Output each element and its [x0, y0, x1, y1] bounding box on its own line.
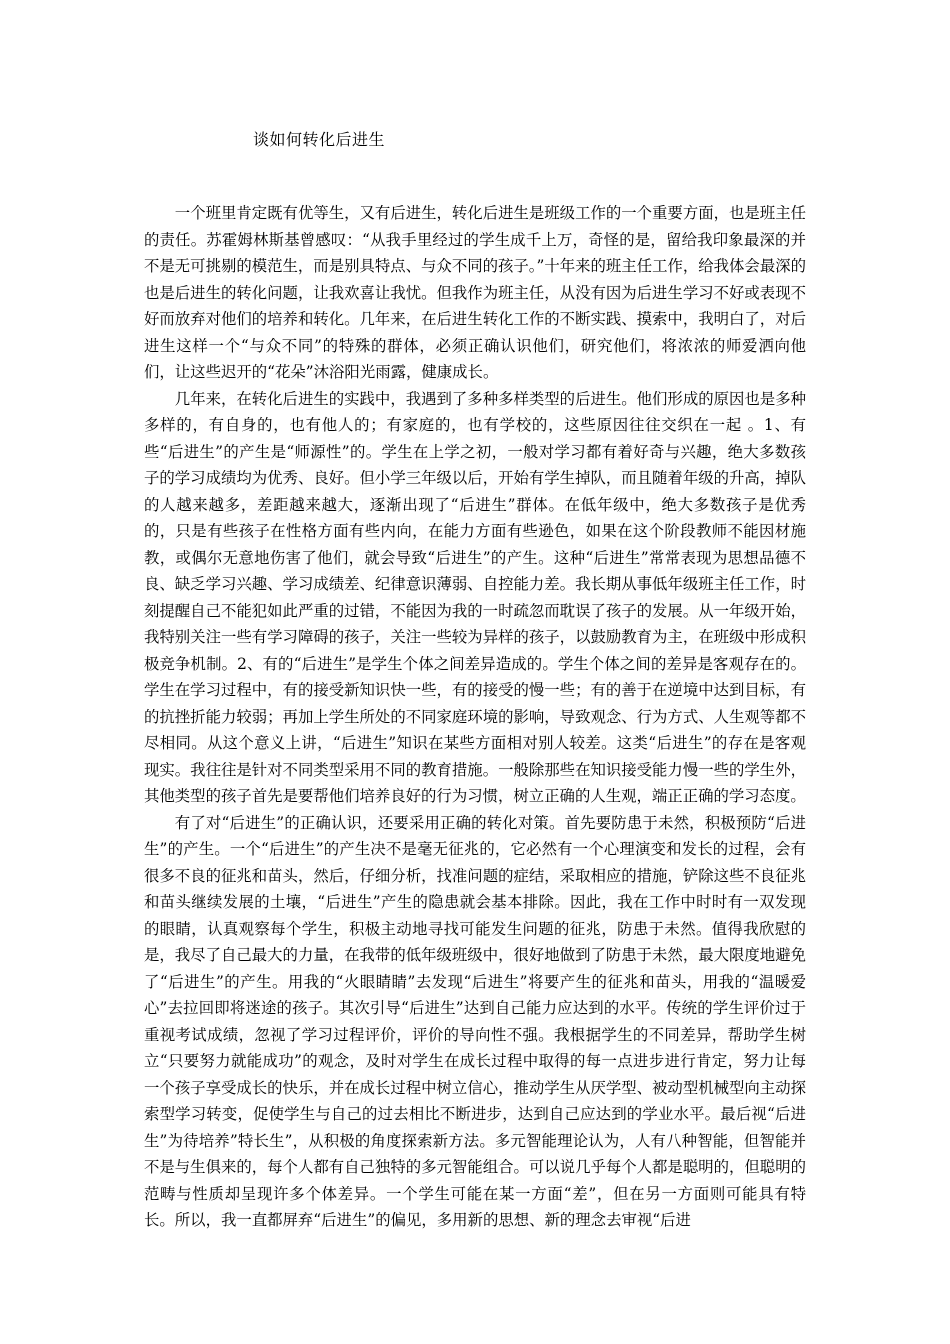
document-title: 谈如何转化后进生 — [253, 130, 386, 149]
paragraph-3: 有了对“后进生”的正确认识，还要采用正确的转化对策。首先要防患于未然，积极预防“后进生”的产生。一个“后进生”的产生决不是毫无征兆的，它必然有一个心理演变和发长的过程，会有很多不良的征兆和苗头，然后，仔细分析，找准问题的症结，采取相应的措施，铲除这些不良征兆和苗头继续发展的土壤，“后进生”产生的隐患就会基本排除。因此，我在工作中时时有一双发现的眼睛，认真观察每个学生，积极主动地寻找可能发生问题的征兆，防患于未然。值得我欣慰的是，我尽了自己最大的力量，在我带的低年级班级中，很好地做到了防患于未然，最大限度地避免了“后进生”的产生。用我的“火眼睛睛”去发现“后进生”将要产生的征兆和苗头，用我的“温暖爱心”去拉回即将迷途的孩子。其次引导“后进生”达到自己能力应达到的水平。传统的学生评价过于重视考试成绩，忽视了学习过程评价，评价的导向性不强。我根据学生的不同差异，帮助学生树立“只要努力就能成功”的观念，及时对学生在成长过程中取得的每一点进步进行肯定，努力让每一个孩子享受成长的快乐，并在成长过程中树立信心，推动学生从厌学型、被动型机械型向主动探索型学习转变，促使学生与自己的过去相比不断进步，达到自己应达到的学业水平。最后视“后进生”为待培养”特长生”，从积极的角度探索新方法。多元智能理论认为，人有八种智能，但智能并不是与生俱来的，每个人都有自己独特的多元智能组合。可以说几乎每个人都是聪明的，但聪明的范畴与性质却呈现许多个体差异。一个学生可能在某一方面“差”，但在另一方面则可能具有特长。所以，我一直都屏弃“后进生”的偏见，多用新的思想、新的理念去审视“后进 — [144, 813, 806, 1229]
document-body — [144, 200, 806, 1234]
paragraph-2: 几年来，在转化后进生的实践中，我遇到了多种多样类型的后进生。他们形成的原因也是多种多样的，有自身的，也有他人的；有家庭的，也有学校的，这些原因往往交织在一起 。1、有些“后进生”的产生是“师源性”的。学生在上学之初，一般对学习都有着好奇与兴趣，绝大多数孩子的学习成绩均为优秀、良好。但小学三年级以后，开始有学生掉队，而且随着年级的升高，掉队的人越来越多，差距越来越大，逐渐出现了“后进生”群体。在低年级中，绝大多数孩子是优秀的，只是有些孩子在性格方面有些内向，在能力方面有些逊色，如果在这个阶段教师不能因材施教，或偶尔无意地伤害了他们，就会导致“后进生”的产生。这种“后进生”常常表现为思想品德不良、缺乏学习兴趣、学习成绩差、纪律意识薄弱、自控能力差。我长期从事低年级班主任工作，时刻提醒自己不能犯如此严重的过错，不能因为我的一时疏忽而耽误了孩子的发展。从一年级开始，我特别关注一些有学习障碍的孩子，关注一些较为异样的孩子，以鼓励教育为主，在班级中形成积极竞争机制。2、有的“后进生”是学生个体之间差异造成的。学生个体之间的差异是客观存在的。学生在学习过程中，有的接受新知识快一些，有的接受的慢一些；有的善于在逆境中达到目标，有的抗挫折能力较弱；再加上学生所处的不同家庭环境的影响，导致观念、行为方式、人生观等都不尽相同。从这个意义上讲，“后进生”知识在某些方面相对别人较差。这类“后进生”的存在是客观现实。我往往是针对不同类型采用不同的教育措施。一般除那些在知识接受能力慢一些的学生外，其他类型的孩子首先是要帮他们培养良好的行为习惯，树立正确的人生观，端正正确的学习态度。 — [144, 389, 806, 805]
paragraph-1: 一个班里肯定既有优等生，又有后进生，转化后进生是班级工作的一个重要方面，也是班主任的责任。苏霍姆林斯基曾感叹：“从我手里经过的学生成千上万，奇怪的是，留给我印象最深的并不是无可挑剔的模范生，而是别具特点、与众不同的孩子。”十年来的班主任工作，给我体会最深的也是后进生的转化问题，让我欢喜让我忧。但我作为班主任，从没有因为后进生学习不好或表现不好而放弃对他们的培养和转化。几年来，在后进生转化工作的不断实践、摸索中，我明白了，对后进生这样一个“与众不同”的特殊的群体，必须正确认识他们，研究他们，将浓浓的师爱洒向他们，让这些迟开的“花朵”沐浴阳光雨露，健康成长。 — [144, 204, 806, 381]
